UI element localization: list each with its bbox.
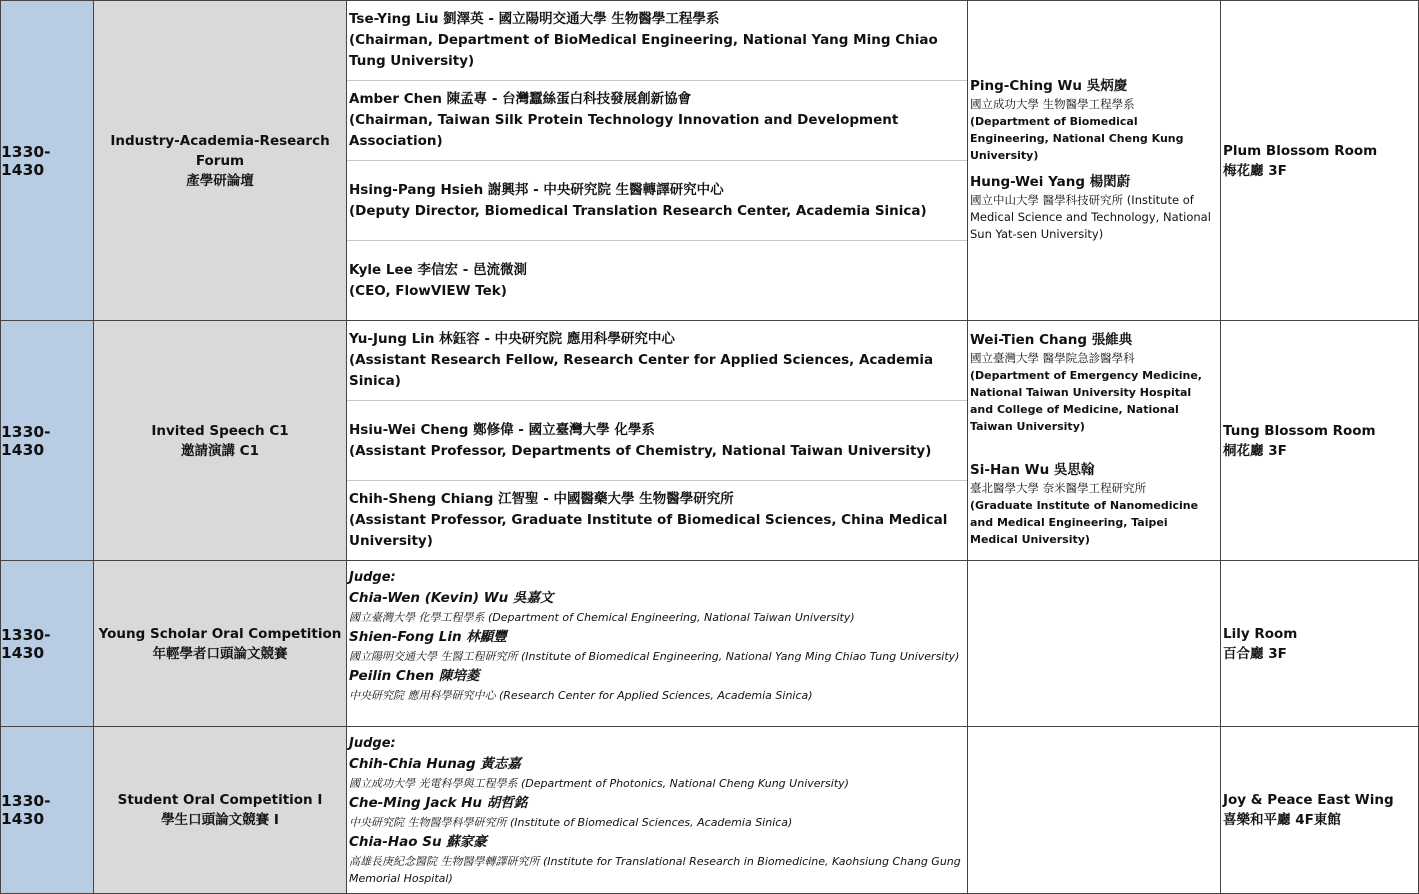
session-title-zh: 學生口頭論文競賽 I <box>161 812 279 828</box>
chair-entry <box>970 76 1218 164</box>
speaker-affiliation: (Assistant Professor, Departments of Chemistry, National Taiwan University) <box>349 442 932 459</box>
speaker-entry <box>347 241 967 321</box>
room-name-zh: 桐花廳 3F <box>1223 442 1287 459</box>
chair-cell <box>968 561 1221 727</box>
table-row <box>0 321 1419 561</box>
room-name-zh: 百合廳 3F <box>1223 645 1287 662</box>
judge-affiliation: 中央研究院 生物醫學科學研究所 (Institute of Biomedical Sciences, Academia Sinica) <box>349 816 793 829</box>
speaker-name: Yu-Jung Lin 林鈺容 - 中央研究院 應用科學研究中心 <box>349 331 675 347</box>
judge-affiliation: 國立臺灣大學 化學工程學系 (Department of Chemical Engineering, National Taiwan University) <box>349 611 855 624</box>
room-cell <box>1221 0 1419 321</box>
table-row <box>0 0 1419 321</box>
session-cell <box>94 0 347 321</box>
session-title-zh: 年輕學者口頭論文競賽 <box>152 645 288 662</box>
judge-label: Judge: <box>349 736 396 751</box>
judge-list <box>349 569 965 704</box>
speakers-cell <box>347 0 968 321</box>
chair-name: Ping-Ching Wu 吳炳慶 <box>970 78 1128 94</box>
session-title-zh: 邀請演講 C1 <box>180 442 259 459</box>
judge-name: Chia-Wen (Kevin) Wu 吳嘉文 <box>349 590 554 606</box>
judge-name: Che-Ming Jack Hu 胡哲銘 <box>349 795 528 811</box>
judge-affiliation: 國立成功大學 光電科學與工程學系 (Department of Photonics, National Cheng Kung University) <box>349 777 849 790</box>
speaker-name: Amber Chen 陳孟專 - 台灣蠶絲蛋白科技發展創新協會 <box>349 91 692 107</box>
room-name-en: Lily Room <box>1223 625 1298 642</box>
chair-name: Wei-Tien Chang 張維典 <box>970 332 1133 348</box>
table-row <box>0 727 1419 894</box>
session-title-en: Invited Speech C1 <box>151 422 289 439</box>
chair-cell <box>968 727 1221 894</box>
speaker-name: Tse-Ying Liu 劉澤英 - 國立陽明交通大學 生物醫學工程學系 <box>349 11 720 27</box>
chair-affiliation-en: (Graduate Institute of Nanomedicine and Medical Engineering, Taipei Medical University) <box>970 499 1199 546</box>
speaker-name: Chih-Sheng Chiang 江智聖 - 中國醫藥大學 生物醫學研究所 <box>349 491 734 507</box>
session-title-en: Student Oral Competition I <box>117 792 323 808</box>
session-cell <box>94 561 347 727</box>
room-name-zh: 梅花廳 3F <box>1223 162 1287 179</box>
table-row <box>0 561 1419 727</box>
room-name-en: Joy & Peace East Wing <box>1223 792 1394 808</box>
session-cell <box>94 727 347 894</box>
chair-affiliation-zh: 國立成功大學 生物醫學工程學系 <box>970 97 1135 111</box>
judge-label: Judge: <box>349 570 396 585</box>
speaker-entry <box>347 81 967 161</box>
speaker-entry <box>347 321 967 401</box>
chair-affiliation-zh: 臺北醫學大學 奈米醫學工程研究所 <box>970 481 1147 495</box>
time-cell: 1330-1430 <box>0 727 94 894</box>
speaker-affiliation: (CEO, FlowVIEW Tek) <box>349 283 507 299</box>
speakers-cell <box>347 321 968 561</box>
speaker-affiliation: (Chairman, Taiwan Silk Protein Technology Innovation and Development Association) <box>349 112 899 149</box>
chair-entry <box>970 460 1218 548</box>
judge-affiliation: 國立陽明交通大學 生醫工程研究所 (Institute of Biomedical Engineering, National Yang Ming Chiao Tung University) <box>349 650 960 663</box>
chair-cell <box>968 0 1221 321</box>
judges-cell <box>347 727 968 894</box>
chair-affiliation-en: (Department of Biomedical Engineering, National Cheng Kung University) <box>970 115 1184 162</box>
chair-entry <box>970 172 1218 243</box>
judge-list <box>349 735 965 887</box>
room-name-zh: 喜樂和平廳 4F東館 <box>1223 812 1341 828</box>
speaker-name: Kyle Lee 李信宏 - 邑流微測 <box>349 262 527 278</box>
chair-affiliation-en: (Department of Emergency Medicine, National Taiwan University Hospital and College of Medicine, National Taiwan University) <box>970 369 1202 433</box>
time-cell: 1330-1430 <box>0 321 94 561</box>
judge-name: Chia-Hao Su 蘇家豪 <box>349 834 487 850</box>
speaker-entry <box>347 161 967 241</box>
room-name-en: Tung Blossom Room <box>1223 422 1376 439</box>
time-cell: 1330-1430 <box>0 561 94 727</box>
chair-name: Si-Han Wu 吳思翰 <box>970 462 1095 478</box>
time-cell: 1330-1430 <box>0 0 94 321</box>
judge-name: Chih-Chia Hunag 黃志嘉 <box>349 756 521 772</box>
session-title-en: Industry-Academia-Research Forum <box>110 132 330 169</box>
room-cell <box>1221 321 1419 561</box>
speaker-affiliation: (Deputy Director, Biomedical Translation Research Center, Academia Sinica) <box>349 202 927 219</box>
speaker-affiliation: (Chairman, Department of BioMedical Engineering, National Yang Ming Chiao Tung University) <box>349 32 938 69</box>
chair-affiliation-zh: 國立臺灣大學 醫學院急診醫學科 <box>970 351 1135 365</box>
speaker-entry <box>347 1 967 81</box>
chair-entry <box>970 330 1218 435</box>
speaker-entry <box>347 481 967 560</box>
judge-affiliation: 高雄長庚紀念醫院 生物醫學轉譯研究所 (Institute for Translational Research in Biomedicine, Kaohsiung Chang Gung Memorial Hospital) <box>349 855 961 885</box>
speaker-name: Hsing-Pang Hsieh 謝興邦 - 中央研究院 生醫轉譯研究中心 <box>349 181 724 198</box>
chair-name: Hung-Wei Yang 楊閎蔚 <box>970 174 1131 190</box>
judge-affiliation: 中央研究院 應用科學研究中心 (Research Center for Applied Sciences, Academia Sinica) <box>349 689 813 702</box>
judges-cell <box>347 561 968 727</box>
session-cell <box>94 321 347 561</box>
speaker-entry <box>347 401 967 481</box>
speaker-affiliation: (Assistant Research Fellow, Research Center for Applied Sciences, Academia Sinica) <box>349 352 934 389</box>
judge-name: Peilin Chen 陳培菱 <box>349 668 480 684</box>
judge-name: Shien-Fong Lin 林顯豐 <box>349 629 507 645</box>
session-title-en: Young Scholar Oral Competition <box>98 625 342 642</box>
room-cell <box>1221 727 1419 894</box>
session-title-zh: 產學研論壇 <box>186 172 254 189</box>
speaker-name: Hsiu-Wei Cheng 鄭修偉 - 國立臺灣大學 化學系 <box>349 421 655 438</box>
room-name-en: Plum Blossom Room <box>1223 142 1378 159</box>
chair-affiliation-zh: 國立中山大學 醫學科技研究所 (Institute of Medical Science and Technology, National Sun Yat-sen University) <box>970 193 1211 241</box>
chair-cell <box>968 321 1221 561</box>
speaker-affiliation: (Assistant Professor, Graduate Institute of Biomedical Sciences, China Medical University) <box>349 512 948 549</box>
room-cell <box>1221 561 1419 727</box>
